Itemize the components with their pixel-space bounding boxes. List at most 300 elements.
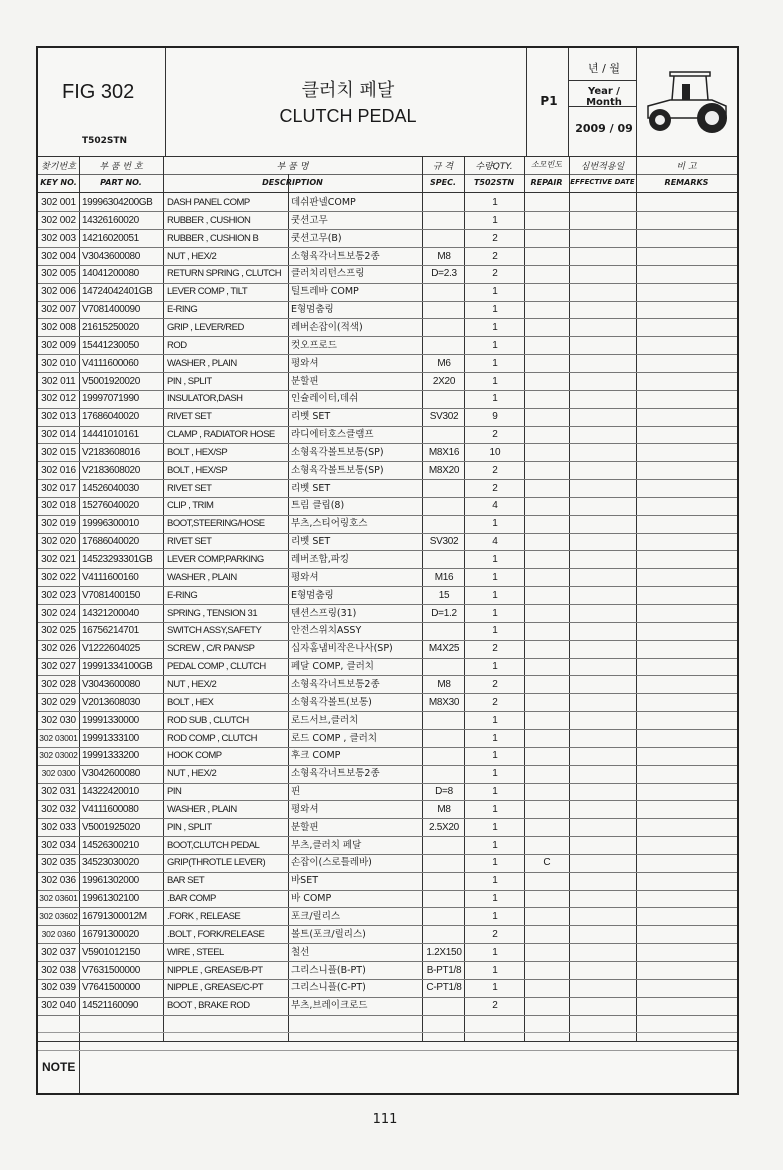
table-row	[38, 819, 737, 837]
key-no-cell: 302 0300	[41, 768, 76, 779]
korean-name-cell: 클러치리턴스프링	[291, 268, 365, 280]
repair-cell: C	[543, 857, 551, 869]
col-key-ko: 찾기번호	[41, 162, 76, 172]
part-no-cell: 14321200040	[82, 607, 139, 619]
qty-cell: 2	[492, 678, 498, 690]
key-no-cell: 302 037	[41, 946, 76, 958]
year-month-english: Year / Month	[586, 86, 622, 108]
description-cell: PEDAL COMP , CLUTCH	[167, 661, 266, 673]
part-no-cell: V3042600080	[82, 768, 140, 780]
header-vline	[526, 48, 527, 156]
korean-name-cell: 틸트레바 COMP	[291, 286, 359, 298]
spec-cell: M8	[437, 678, 451, 690]
qty-cell: 1	[492, 839, 498, 851]
description-cell: BOOT,CLUTCH PEDAL	[167, 839, 260, 851]
key-no-cell: 302 015	[41, 446, 76, 458]
part-no-cell: V3043600080	[82, 250, 140, 262]
key-no-cell: 302 0360	[41, 928, 76, 939]
key-no-cell: 302 033	[41, 821, 76, 833]
part-no-cell: 19996304200GB	[82, 197, 153, 208]
part-no-cell: 14322420010	[82, 786, 139, 798]
part-no-cell: 17686040020	[82, 536, 139, 548]
spec-cell: M16	[434, 571, 454, 583]
description-cell: LEVER COMP , TILT	[167, 286, 248, 298]
qty-cell: 9	[492, 411, 498, 423]
spec-cell: 2.5X20	[429, 821, 459, 833]
description-cell: NIPPLE , GREASE/B-PT	[167, 964, 263, 976]
qty-cell: 1	[492, 732, 498, 744]
description-cell: WIRE , STEEL	[167, 946, 224, 958]
description-cell: .BAR COMP	[167, 893, 216, 905]
qty-cell: 10	[489, 446, 501, 458]
spec-cell: D=8	[435, 786, 453, 798]
description-cell: ROD	[167, 339, 187, 351]
part-no-cell: V7081400150	[82, 589, 140, 601]
table-row	[38, 694, 737, 712]
qty-cell: 1	[492, 214, 498, 226]
korean-name-cell: 그리스니플(C-PT)	[291, 982, 366, 994]
korean-name-cell: E형멈춤링	[291, 589, 334, 601]
part-no-cell: 19991333200	[82, 750, 139, 762]
key-no-cell: 302 006	[41, 286, 76, 298]
key-no-cell: 302 023	[41, 589, 76, 601]
part-no-cell: V4111600080	[82, 803, 139, 815]
korean-name-cell: 리벳 SET	[291, 411, 331, 423]
korean-name-cell: 평와셔	[291, 571, 319, 583]
key-no-cell: 302 027	[41, 661, 76, 673]
part-no-cell: 14526300210	[82, 839, 139, 851]
key-no-cell: 302 03002	[39, 750, 78, 761]
table-row	[38, 230, 737, 248]
part-no-cell: V7641500000	[82, 982, 140, 994]
col-spec-ko: 규 격	[432, 162, 454, 172]
key-no-cell: 302 019	[41, 518, 76, 530]
part-no-cell: V7631500000	[82, 964, 140, 976]
part-no-cell: V2013608030	[82, 696, 140, 708]
page-number: 111	[372, 1112, 398, 1127]
spec-cell: M8X16	[428, 446, 460, 458]
table-row	[38, 301, 737, 319]
korean-name-cell: 로드서브,클러치	[291, 714, 359, 726]
col-header-mid	[38, 174, 737, 175]
description-cell: GRIP(THROTLE LEVER)	[167, 857, 266, 869]
description-cell: E-RING	[167, 304, 198, 316]
korean-name-cell: 부츠,브레이크로드	[291, 1000, 368, 1012]
description-cell: NUT , HEX/2	[167, 768, 217, 780]
part-no-cell: 14523293301GB	[82, 554, 153, 565]
description-cell: BAR SET	[167, 875, 205, 887]
qty-cell: 1	[492, 661, 498, 673]
key-no-cell: 302 024	[41, 607, 76, 619]
part-no-cell: 14724042401GB	[82, 286, 153, 298]
table-row	[38, 640, 737, 658]
spec-cell: 1.2X150	[426, 946, 462, 958]
korean-name-cell: 후크 COMP	[291, 750, 341, 762]
description-cell: PIN , SPLIT	[167, 821, 212, 833]
table-row	[38, 515, 737, 533]
key-no-cell: 302 030	[41, 714, 76, 726]
col-qty-ko: 수량QTY.	[475, 162, 513, 172]
description-cell: .BOLT , FORK/RELEASE	[167, 928, 265, 940]
part-no-cell: V5001925020	[82, 821, 140, 833]
header-vline	[165, 48, 166, 156]
key-no-cell: 302 020	[41, 536, 76, 548]
qty-cell: 2	[492, 268, 498, 280]
key-no-cell: 302 017	[41, 482, 76, 494]
korean-name-cell: 소형육각너트보통2종	[291, 768, 380, 780]
qty-cell: 2	[492, 482, 498, 494]
part-no-cell: 16791300012M	[82, 911, 147, 922]
issue-date: 2009 / 09	[575, 122, 633, 135]
table-row	[38, 944, 737, 962]
qty-cell: 1	[492, 375, 498, 387]
description-cell: SPRING , TENSION 31	[167, 607, 258, 619]
title-english: CLUTCH PEDAL	[279, 106, 417, 126]
korean-name-cell: 분할핀	[291, 375, 319, 387]
qty-cell: 1	[492, 857, 498, 869]
part-no-cell: 14041200080	[82, 268, 139, 280]
key-no-cell: 302 002	[41, 214, 76, 226]
col-eff-en: EFFECTIVE DATE	[570, 178, 635, 186]
description-cell: BOOT,STEERING/HOSE	[167, 518, 265, 530]
qty-cell: 1	[492, 321, 498, 333]
qty-cell: 2	[492, 250, 498, 262]
col-rem-ko: 비 고	[676, 162, 697, 172]
spec-cell: B-PT1/8	[426, 964, 462, 976]
korean-name-cell: 핀	[291, 786, 301, 798]
key-no-cell: 302 011	[41, 375, 76, 387]
qty-cell: 1	[492, 803, 498, 815]
table-row	[38, 426, 737, 444]
part-no-cell: V4111600160	[82, 571, 139, 583]
key-no-cell: 302 029	[41, 696, 76, 708]
description-cell: BOLT , HEX	[167, 696, 214, 708]
description-cell: E-RING	[167, 589, 198, 601]
qty-cell: 1	[492, 893, 498, 905]
table-row	[38, 747, 737, 765]
table-row	[38, 390, 737, 408]
table-row	[38, 837, 737, 855]
key-no-cell: 302 040	[41, 1000, 76, 1012]
table-row	[38, 248, 737, 266]
title-korean: 클러치 페달	[301, 80, 395, 101]
col-header-bottom	[38, 192, 737, 193]
key-no-cell: 302 039	[41, 982, 76, 994]
part-no-cell: V1222604025	[82, 643, 140, 655]
col-eff-ko: 심번적용일	[580, 162, 625, 172]
table-row	[38, 605, 737, 623]
table-row	[38, 908, 737, 926]
col-key-en: KEY NO.	[40, 178, 77, 187]
korean-name-cell: 인슐레이터,데쉬	[291, 393, 359, 405]
korean-name-cell: 리벳 SET	[291, 536, 331, 548]
qty-cell: 4	[492, 500, 498, 512]
description-cell: LEVER COMP,PARKING	[167, 554, 264, 565]
description-cell: INSULATOR,DASH	[167, 393, 243, 405]
korean-name-cell: 텐션스프링(31)	[291, 607, 357, 619]
key-no-cell: 302 021	[41, 554, 76, 565]
row-divider	[38, 1032, 737, 1033]
note-label: NOTE	[42, 1060, 76, 1074]
qty-cell: 1	[492, 768, 498, 780]
qty-cell: 2	[492, 464, 498, 476]
description-cell: GRIP , LEVER/RED	[167, 321, 244, 333]
qty-cell: 1	[492, 750, 498, 762]
description-cell: BOLT , HEX/SP	[167, 464, 228, 476]
korean-name-cell: 페달 COMP, 클러치	[291, 661, 374, 673]
description-cell: PIN	[167, 786, 182, 798]
korean-name-cell: 소형육각너트보통2종	[291, 678, 380, 690]
part-no-cell: 16791300020	[82, 928, 139, 940]
qty-cell: 4	[492, 536, 498, 548]
parts-sheet	[36, 46, 739, 1095]
table-row	[38, 979, 737, 997]
part-no-cell: V2183608016	[82, 446, 140, 458]
key-no-cell: 302 038	[41, 964, 76, 976]
qty-cell: 1	[492, 982, 498, 994]
description-cell: RIVET SET	[167, 536, 212, 548]
part-no-cell: 14521160090	[82, 1000, 139, 1012]
part-no-cell: 16756214701	[82, 625, 139, 637]
korean-name-cell: 십자홈냄비작은나사(SP)	[291, 643, 393, 655]
description-cell: WASHER , PLAIN	[167, 803, 237, 815]
note-divider	[38, 1041, 737, 1042]
korean-name-cell: E형멈춤링	[291, 304, 334, 316]
note-line	[79, 1041, 80, 1093]
table-row	[38, 854, 737, 872]
qty-cell: 2	[492, 429, 498, 441]
spec-cell: C-PT1/8	[426, 982, 462, 994]
table-row	[38, 658, 737, 676]
row-divider	[38, 1015, 737, 1016]
korean-name-cell: 소형육각너트보통2종	[291, 250, 380, 262]
korean-name-cell: 안전스위치ASSY	[291, 625, 362, 637]
description-cell: CLAMP , RADIATOR HOSE	[167, 429, 275, 441]
part-no-cell: 34523030020	[82, 857, 139, 869]
korean-name-cell: 볼트(포크/릴리스)	[291, 928, 366, 940]
spec-cell: SV302	[429, 536, 459, 548]
tractor-icon	[642, 66, 734, 138]
table-row	[38, 283, 737, 301]
part-no-cell: 14441010161	[82, 429, 139, 441]
part-no-cell: V5901012150	[82, 946, 140, 958]
description-cell: NUT , HEX/2	[167, 250, 217, 262]
part-no-cell: 19991334100GB	[82, 661, 153, 673]
table-row	[38, 622, 737, 640]
table-row	[38, 337, 737, 355]
korean-name-cell: 소형육각볼트보통(SP)	[291, 464, 384, 476]
korean-name-cell: 포크/릴리스	[291, 911, 341, 922]
table-row	[38, 408, 737, 426]
spec-cell: M8X20	[428, 464, 460, 476]
table-row	[38, 712, 737, 730]
spec-cell: D=1.2	[431, 607, 457, 619]
qty-cell: 1	[492, 339, 498, 351]
key-no-cell: 302 03602	[39, 911, 78, 921]
description-cell: RUBBER , CUSHION B	[167, 232, 259, 244]
korean-name-cell: 철선	[291, 946, 310, 958]
qty-cell: 2	[492, 928, 498, 940]
qty-cell: 1	[492, 357, 498, 369]
table-row	[38, 569, 737, 587]
spec-cell: M8	[437, 250, 451, 262]
table-row	[38, 497, 737, 515]
qty-cell: 1	[492, 625, 498, 637]
korean-name-cell: 분할핀	[291, 821, 319, 833]
table-row	[38, 533, 737, 551]
qty-cell: 1	[492, 714, 498, 726]
spec-cell: D=2.3	[431, 268, 457, 280]
key-no-cell: 302 03001	[39, 732, 78, 743]
table-row	[38, 587, 737, 605]
part-no-cell: 15441230050	[82, 339, 139, 351]
table-row	[38, 480, 737, 498]
col-qty-en: T502STN	[473, 178, 515, 187]
korean-name-cell: 데쉬판넬COMP	[291, 197, 356, 208]
korean-name-cell: 부츠,스티어링호스	[291, 518, 368, 530]
korean-name-cell: 쿳션고무(B)	[291, 232, 342, 244]
key-no-cell: 302 035	[41, 857, 76, 869]
description-cell: RIVET SET	[167, 411, 212, 423]
col-desc-ko: 부 품 명	[276, 162, 309, 172]
qty-cell: 1	[492, 554, 498, 565]
row-divider	[38, 1050, 737, 1051]
korean-name-cell: 트림 클립(8)	[291, 500, 345, 512]
table-row	[38, 926, 737, 944]
key-no-cell: 302 009	[41, 339, 76, 351]
description-cell: .FORK , RELEASE	[167, 911, 241, 922]
table-row	[38, 373, 737, 391]
part-no-cell: 19991333100	[82, 732, 139, 744]
part-no-cell: 14326160020	[82, 214, 139, 226]
part-no-cell: 19991330000	[82, 714, 139, 726]
key-no-cell: 302 005	[41, 268, 76, 280]
description-cell: ROD COMP , CLUTCH	[167, 732, 258, 744]
key-no-cell: 302 008	[41, 321, 76, 333]
description-cell: ROD SUB , CLUTCH	[167, 714, 249, 726]
korean-name-cell: 레버손잡이(적색)	[291, 321, 363, 333]
qty-cell: 1	[492, 607, 498, 619]
part-no-cell: 15276040020	[82, 500, 139, 512]
korean-name-cell: 손잡이(스로틀레바)	[291, 857, 372, 869]
korean-name-cell: 컷오프로드	[291, 339, 337, 351]
key-no-cell: 302 007	[41, 304, 76, 316]
description-cell: RUBBER , CUSHION	[167, 214, 251, 226]
table-row	[38, 872, 737, 890]
description-cell: PIN , SPLIT	[167, 375, 212, 387]
qty-cell: 1	[492, 786, 498, 798]
col-repair-en: REPAIR	[530, 178, 563, 187]
part-no-cell: V5001920020	[82, 375, 140, 387]
table-row	[38, 730, 737, 748]
part-no-cell: 19996300010	[82, 518, 139, 530]
korean-name-cell: 평와셔	[291, 357, 319, 369]
korean-name-cell: 레버조합,파킹	[291, 554, 350, 565]
korean-name-cell: 소형육각볼트(보통)	[291, 696, 372, 708]
qty-cell: 2	[492, 643, 498, 655]
spec-cell: M6	[437, 357, 451, 369]
spec-cell: 15	[438, 589, 450, 601]
key-no-cell: 302 004	[41, 250, 76, 262]
description-cell: RETURN SPRING , CLUTCH	[167, 268, 282, 280]
qty-cell: 1	[492, 946, 498, 958]
part-no-cell: 19961302000	[82, 875, 139, 887]
table-row	[38, 462, 737, 480]
korean-name-cell: 리벳 SET	[291, 482, 331, 494]
qty-cell: 1	[492, 393, 498, 405]
table-row	[38, 194, 737, 212]
page-label: P1	[540, 94, 558, 108]
qty-cell: 1	[492, 875, 498, 887]
qty-cell: 1	[492, 911, 498, 922]
spec-cell: SV302	[429, 411, 459, 423]
key-no-cell: 302 022	[41, 571, 76, 583]
qty-cell: 1	[492, 571, 498, 583]
key-no-cell: 302 003	[41, 232, 76, 244]
korean-name-cell: 부츠,클러치 페달	[291, 839, 362, 851]
description-cell: NIPPLE , GREASE/C-PT	[167, 982, 264, 994]
col-spec-en: SPEC.	[430, 178, 456, 187]
description-cell: HOOK COMP	[167, 750, 222, 762]
description-cell: RIVET SET	[167, 482, 212, 494]
table-row	[38, 212, 737, 230]
part-no-cell: 19997071990	[82, 393, 139, 405]
part-no-cell: 14526040030	[82, 482, 139, 494]
col-desc-en: DESCRIPTION	[262, 178, 323, 187]
korean-name-cell: 소형육각볼트보통(SP)	[291, 446, 384, 458]
part-no-cell: V3043600080	[82, 678, 140, 690]
col-rem-en: REMARKS	[664, 178, 709, 187]
description-cell: WASHER , PLAIN	[167, 571, 237, 583]
key-no-cell: 302 031	[41, 786, 76, 798]
key-no-cell: 302 03601	[39, 893, 78, 904]
spec-cell: M8X30	[428, 696, 460, 708]
fig-number: FIG 302	[62, 81, 135, 103]
qty-cell: 1	[492, 821, 498, 833]
key-no-cell: 302 010	[41, 357, 76, 369]
model-code: T502STN	[82, 136, 128, 146]
korean-name-cell: 그리스니플(B-PT)	[291, 964, 366, 976]
table-row	[38, 444, 737, 462]
year-month-korean: 년 / 월	[588, 62, 620, 75]
qty-cell: 1	[492, 589, 498, 601]
key-no-cell: 302 001	[41, 197, 76, 208]
table-row	[38, 997, 737, 1015]
ym-divider	[568, 80, 636, 81]
col-repair-ko: 소모빈도	[531, 160, 562, 169]
korean-name-cell: 라디에터호스클램프	[291, 429, 374, 441]
description-cell: WASHER , PLAIN	[167, 357, 237, 369]
header-divider	[38, 156, 737, 157]
korean-name-cell: 쿳션고무	[291, 214, 328, 226]
description-cell: BOLT , HEX/SP	[167, 446, 228, 458]
key-no-cell: 302 018	[41, 500, 76, 512]
qty-cell: 2	[492, 232, 498, 244]
spec-cell: M8	[437, 803, 451, 815]
key-no-cell: 302 014	[41, 429, 76, 441]
table-row	[38, 551, 737, 569]
description-cell: SCREW , C/R PAN/SP	[167, 643, 255, 655]
qty-cell: 1	[492, 304, 498, 316]
table-row	[38, 265, 737, 283]
key-no-cell: 302 026	[41, 643, 76, 655]
qty-cell: 1	[492, 518, 498, 530]
key-no-cell: 302 016	[41, 464, 76, 476]
table-row	[38, 962, 737, 980]
table-row	[38, 355, 737, 373]
part-no-cell: V7081400090	[82, 304, 140, 316]
key-no-cell: 302 036	[41, 875, 76, 887]
